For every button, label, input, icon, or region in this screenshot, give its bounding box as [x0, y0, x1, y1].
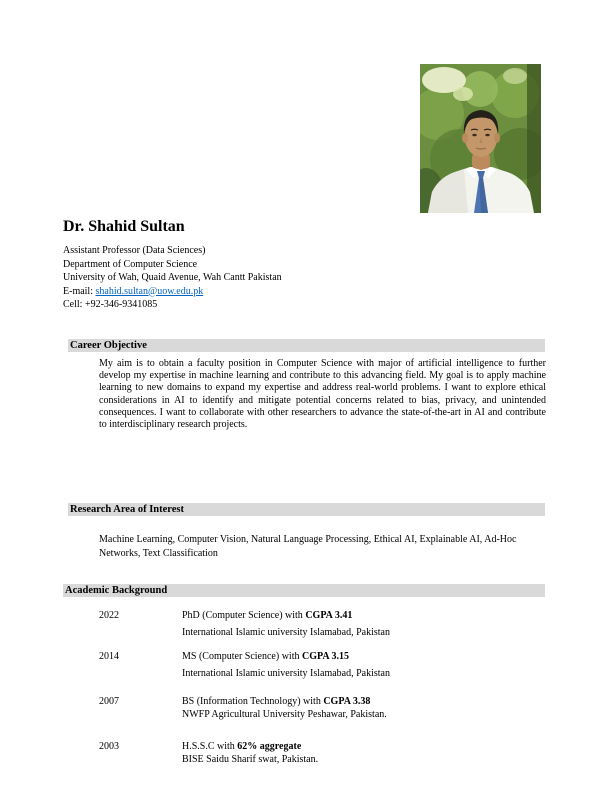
department-line: Department of Computer Science — [63, 258, 198, 270]
cv-header — [63, 217, 403, 312]
education-entry — [99, 741, 546, 766]
portrait-photo — [420, 64, 541, 213]
education-grade: CGPA 3.38 — [323, 696, 371, 707]
education-year: 2003 — [99, 741, 119, 752]
education-year: 2022 — [99, 610, 119, 621]
education-detail — [182, 741, 546, 766]
education-entry — [99, 610, 546, 639]
education-grade: 62% aggregate — [237, 741, 302, 752]
education-entry — [99, 651, 546, 680]
research-interest-text: Machine Learning, Computer Vision, Natural Language Processing, Ethical AI, Explainable AI, Ad-Hoc Networks, Text Classification — [99, 534, 517, 559]
section-heading-career-objective: Career Objective — [68, 339, 545, 352]
education-degree: MS (Computer Science) with CGPA 3.15 — [182, 651, 350, 662]
email-line — [63, 285, 403, 299]
education-degree: H.S.S.C with 62% aggregate — [182, 741, 302, 752]
education-year: 2014 — [99, 651, 119, 662]
education-grade: CGPA 3.41 — [305, 610, 353, 621]
section-heading-research-interest: Research Area of Interest — [68, 503, 545, 516]
education-entry — [99, 696, 546, 721]
job-title-line: Assistant Professor (Data Sciences) — [63, 245, 206, 256]
university-line: University of Wah, Quaid Avenue, Wah Cantt Pakistan — [63, 272, 282, 283]
education-detail — [182, 651, 546, 680]
cell-line: Cell: +92-346-9341085 — [63, 299, 158, 310]
portrait-photo-graphic — [420, 64, 541, 213]
education-institution: BISE Saidu Sharif swat, Pakistan. — [182, 753, 319, 765]
education-year: 2007 — [99, 696, 119, 707]
education-institution: International Islamic university Islamabad, Pakistan — [182, 626, 390, 638]
education-degree: PhD (Computer Science) with CGPA 3.41 — [182, 610, 353, 621]
education-institution: International Islamic university Islamabad, Pakistan — [182, 667, 390, 679]
career-objective-text: My aim is to obtain a faculty position in Computer Science with major of artificial intelligence to further develop my expertise in machine learning and contribute to this advancing field. My goal is to apply machine learning to new domains to expand my expertise and address real-world problems. I want to explore ethical considerations in AI to identify and mitigate potential concerns related to bias, privacy, and unintended consequences. I want to collaborate with other researchers to advance the state-of-the-art in AI and contribute to interdisciplinary research projects. — [99, 358, 546, 431]
section-heading-academic-background: Academic Background — [63, 584, 545, 597]
person-name: Dr. Shahid Sultan — [63, 218, 185, 235]
education-grade: CGPA 3.15 — [301, 651, 350, 662]
education-detail — [182, 610, 546, 639]
education-institution: NWFP Agricultural University Peshawar, Pakistan. — [182, 708, 387, 720]
education-detail — [182, 696, 546, 721]
email-label: E-mail: — [63, 285, 93, 297]
email-link[interactable]: shahid.sultan@uow.edu.pk — [95, 285, 204, 297]
education-degree: BS (Information Technology) with CGPA 3.38 — [182, 696, 371, 707]
